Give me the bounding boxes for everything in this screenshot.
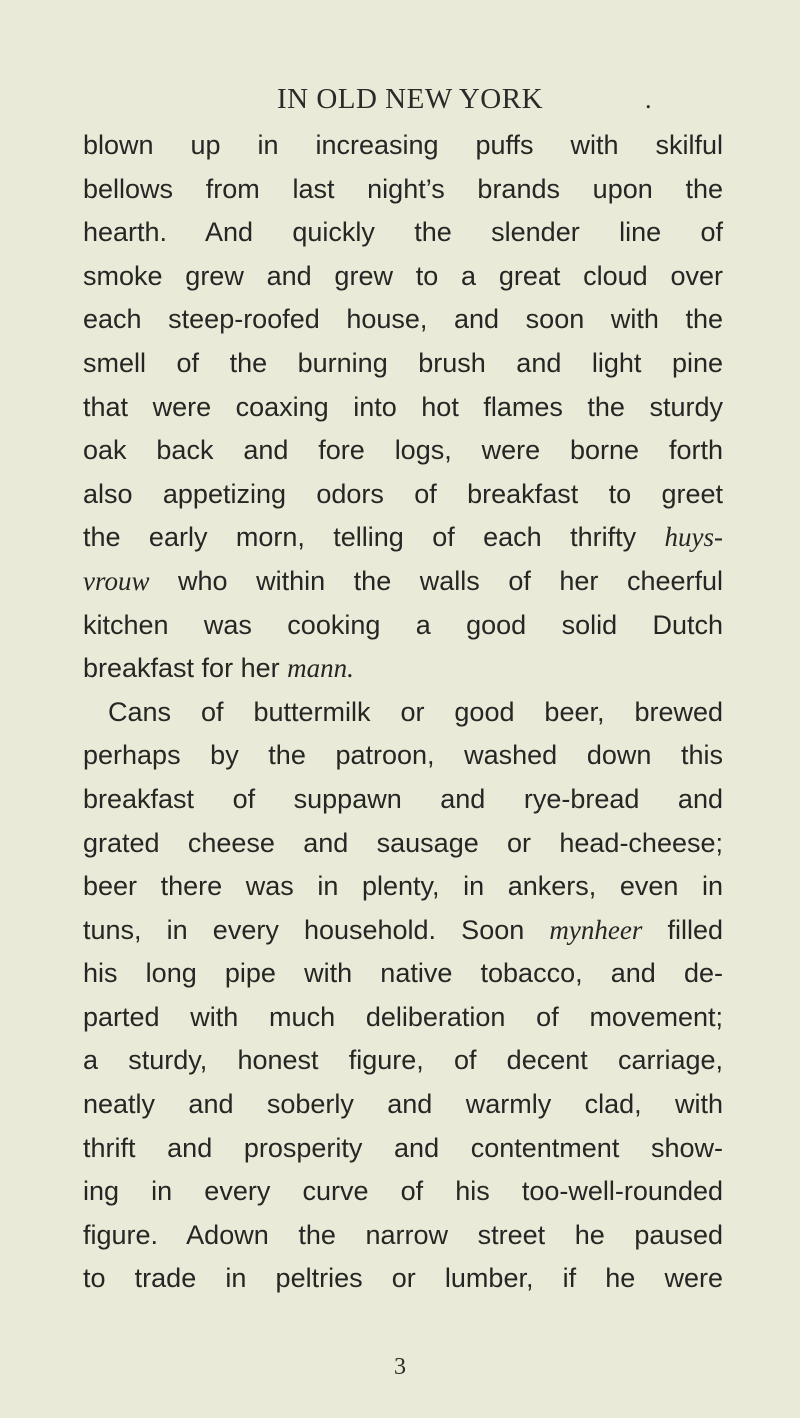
italic-term: vrouw bbox=[83, 565, 150, 596]
text-line: neatly and soberly and warmly clad, with bbox=[83, 1089, 723, 1120]
text-line bbox=[83, 560, 723, 604]
text-line: Cans of buttermilk or good beer, brewed bbox=[108, 696, 723, 727]
page-number: 3 bbox=[394, 1354, 406, 1380]
text-line: to trade in peltries or lumber, if he were bbox=[83, 1263, 723, 1294]
text-line: oak back and fore logs, were borne forth bbox=[83, 435, 723, 466]
text-line: that were coaxing into hot flames the sturdy bbox=[83, 391, 723, 422]
text-line bbox=[83, 909, 723, 953]
running-head bbox=[0, 83, 800, 116]
text-line: bellows from last night’s brands upon the bbox=[83, 173, 723, 204]
text-line: thrift and prosperity and contentment show- bbox=[83, 1132, 723, 1163]
italic-term: mynheer bbox=[549, 914, 643, 945]
text-line: smell of the burning brush and light pine bbox=[83, 347, 723, 378]
text-line: each steep-roofed house, and soon with the bbox=[83, 304, 723, 335]
text-line: breakfast of suppawn and rye-bread and bbox=[83, 783, 723, 814]
line-text: filled bbox=[642, 914, 723, 945]
text-line: figure. Adown the narrow street he paused bbox=[83, 1219, 723, 1250]
line-text: the early morn, telling of each thrifty bbox=[83, 522, 665, 553]
text-line: his long pipe with native tobacco, and de- bbox=[83, 958, 723, 989]
text-line: parted with much deliberation of movement; bbox=[83, 1001, 723, 1032]
text-line: also appetizing odors of breakfast to greet bbox=[83, 478, 723, 509]
text-line: blown up in increasing puffs with skilful bbox=[83, 130, 723, 160]
text-line: a sturdy, honest figure, of decent carriage, bbox=[83, 1045, 723, 1076]
line-text: breakfast for her bbox=[83, 653, 288, 684]
line-text: who within the walls of her cheerful bbox=[149, 565, 723, 596]
text-line bbox=[83, 516, 723, 560]
italic-term: huys- bbox=[664, 522, 723, 553]
running-title: IN OLD NEW YORK bbox=[276, 83, 544, 115]
body-text bbox=[83, 124, 723, 1301]
text-line: beer there was in plenty, in ankers, even in bbox=[83, 871, 723, 902]
text-line: perhaps by the patroon, washed down this bbox=[83, 740, 723, 771]
text-line: smoke grew and grew to a great cloud over bbox=[83, 260, 723, 291]
header-mark: . bbox=[645, 85, 652, 114]
italic-term: mann. bbox=[287, 653, 354, 684]
text-line: grated cheese and sausage or head-cheese; bbox=[83, 827, 723, 858]
text-line: hearth. And quickly the slender line of bbox=[83, 217, 723, 248]
text-line: ing in every curve of his too-well-rounded bbox=[83, 1176, 723, 1207]
text-line: kitchen was cooking a good solid Dutch bbox=[83, 609, 723, 640]
text-line bbox=[83, 647, 723, 691]
line-text: tuns, in every household. Soon bbox=[83, 914, 550, 945]
